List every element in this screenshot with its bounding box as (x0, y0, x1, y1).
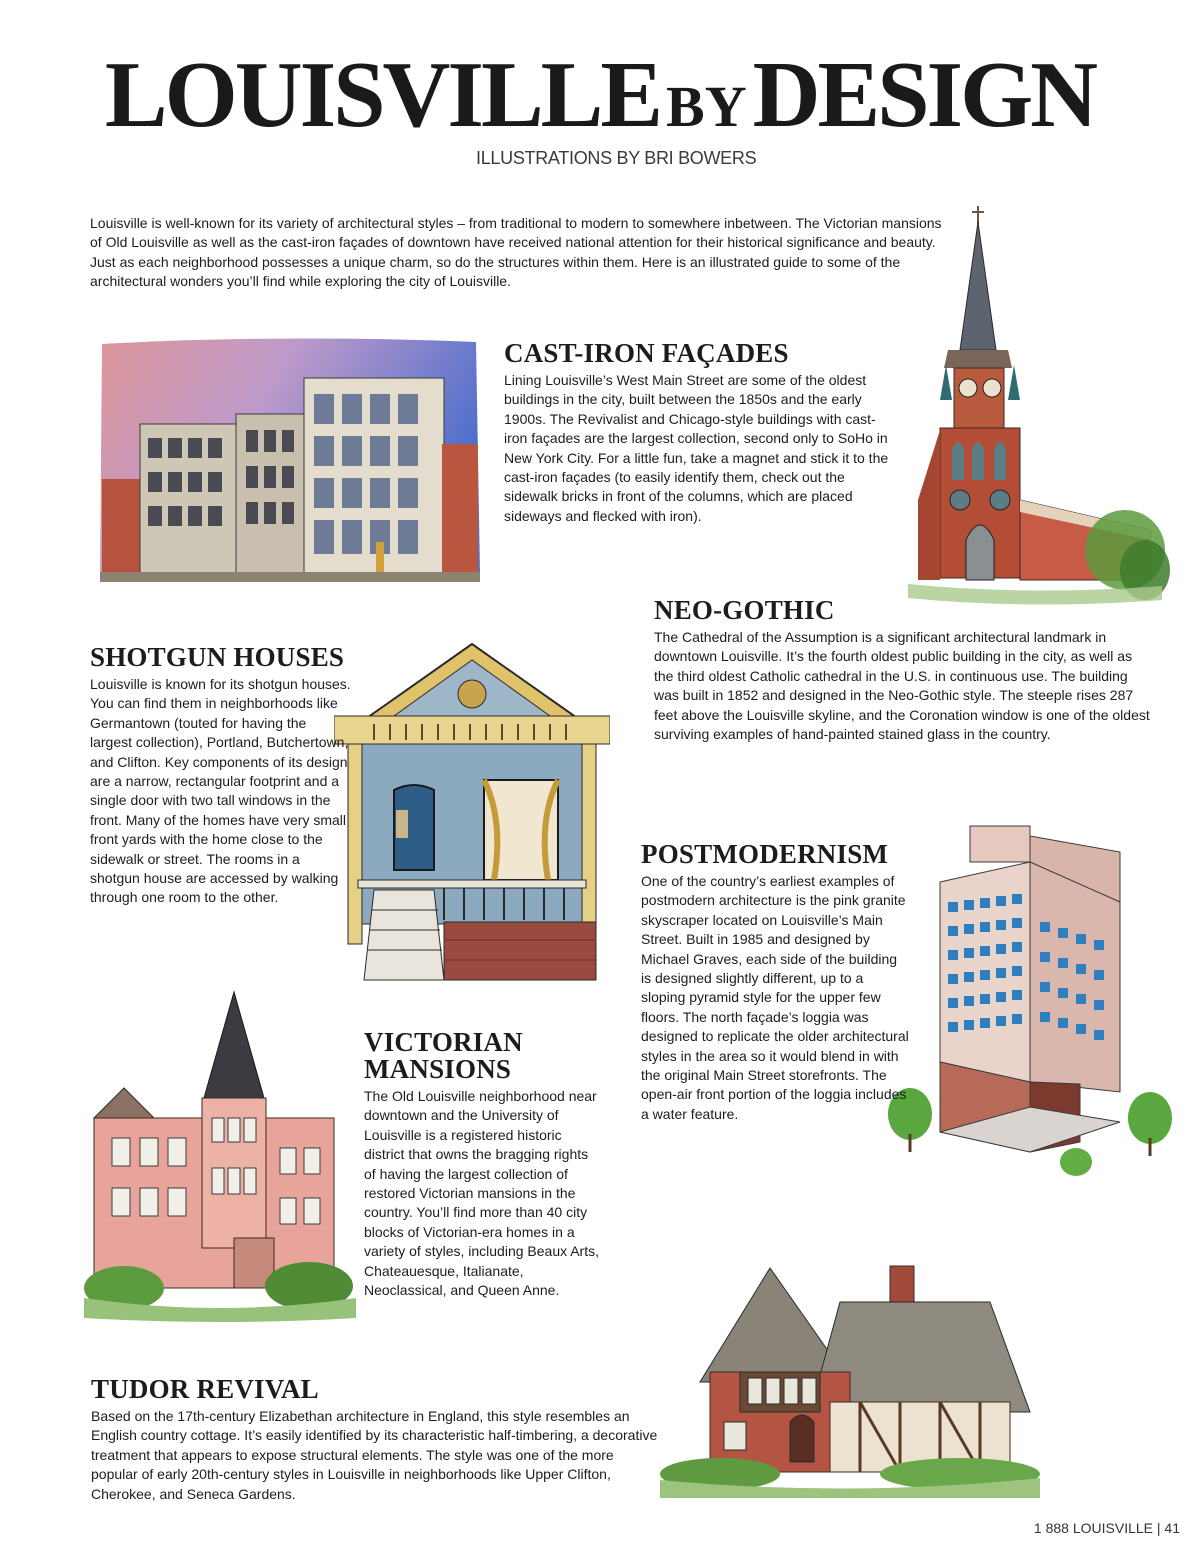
title-part-by: BY (666, 74, 747, 139)
page-title (0, 43, 1200, 147)
section-body: The Cathedral of the Assumption is a significant architectural landmark in downtown Louisville. It’s the fourth oldest public building in the city, as well as the third oldest Catholic cathedral in the U.S. in continuous use. The building was built in 1852 and designed in the Neo-Gothic style. The steeple rises 287 feet above the Louisville skyline, and the Coronation window is one of the oldest surviving examples of hand-painted stained glass in the country. (654, 629, 1150, 743)
title-part-louisville: LOUISVILLE (104, 43, 661, 147)
postmodern-tower-illustration (880, 822, 1180, 1200)
section-body: Louisville is known for its shotgun houses. You can find them in neighborhoods like Germantown (touted for having the largest collection), Portland, Butchertown, and Clifton. Key components of its design are a narrow, rectangular footprint and a single door with two tall windows in the front. Many of the homes have very small front yards with the home close to the sidewalk or street. The rooms in a shotgun house are accessed by walking through one room to the other. (90, 676, 351, 906)
section-body: Based on the 17th-century Elizabethan architecture in England, this style resembles an English country cottage. It’s easily identified by its characteristic half-timbering, a decorative treatment that appears to expose structural elements. The style was one of the more popular of early 20th-century styles in Louisville in neighborhoods like Upper Clifton, Cherokee, and Seneca Gardens. (91, 1408, 658, 1502)
section-heading-line2: MANSIONS (364, 1054, 512, 1084)
section-tudor-revival (91, 1376, 663, 1504)
intro-paragraph: Louisville is well-known for its variety of architectural styles – from traditional to modern to somewhere inbetween. The Victorian mansions of Old Louisville as well as the cast-iron façades of downtown have received national attention for their historical significance and beauty. Just as each neighborhood possesses a unique charm, so do the structures within them. Here is an illustrated guide to some of the architectural wonders you’ll find while exploring the city of Louisville. (90, 215, 942, 290)
section-body: The Old Louisville neighborhood near downtown and the University of Louisville is a registered historic district that owns the bragging rights of having the largest collection of restored Victorian mansions in the country. You’ll find more than 40 city blocks of Victorian-era homes in a variety of styles, including Beaux Arts, Chateauesque, Italianate, Neoclassical, and Queen Anne. (364, 1088, 599, 1299)
page-footer: 1 888 LOUISVILLE | 41 (1033, 1520, 1180, 1536)
section-body: Lining Louisville’s West Main Street are some of the oldest buildings in the city, built between the 1850s and the early 1900s. The Revivalist and Chicago-style buildings with cast-iron façades are the largest collection, second only to SoHo in New York City. For a little fun, take a magnet and stick it to the cast-iron façades (to easily identify them, check out the sidewalk bricks in front of the columns, which are placed sideways and flecked with iron). (504, 372, 889, 524)
section-cast-iron (504, 340, 894, 526)
shotgun-house-illustration (334, 640, 610, 988)
section-heading-line1: VICTORIAN (364, 1027, 523, 1057)
cast-iron-facades-illustration (96, 334, 482, 590)
section-heading: POSTMODERNISM (641, 839, 889, 869)
section-heading: NEO-GOTHIC (654, 595, 835, 625)
victorian-mansion-illustration (84, 988, 356, 1326)
section-neo-gothic (654, 597, 1154, 744)
section-postmodernism (641, 841, 909, 1124)
section-heading: TUDOR REVIVAL (91, 1374, 319, 1404)
ornament-icon (458, 680, 486, 708)
clock-face-icon (959, 379, 977, 397)
neo-gothic-cathedral-illustration (900, 200, 1170, 614)
illustration-credit: ILLUSTRATIONS BY BRI BOWERS (476, 148, 757, 168)
section-victorian-mansions (364, 1029, 600, 1300)
title-part-design: DESIGN (752, 43, 1096, 147)
section-body: One of the country’s earliest examples of postmodern architecture is the pink granite skyscraper located on Louisville’s Main Street. Built in 1985 and designed by Michael Graves, each side of the building is designed slightly different, up to a sloping pyramid style for the upper few floors. The north façade’s loggia was designed to replicate the older architectural styles in the area so it would blend in with the original Main Street storefronts. The open-air front portion of the loggia includes a water feature. (641, 873, 909, 1122)
section-heading: SHOTGUN HOUSES (90, 642, 345, 672)
section-heading: CAST-IRON FAÇADES (504, 338, 789, 368)
section-shotgun-houses (90, 644, 352, 908)
tudor-revival-illustration (660, 1262, 1040, 1498)
